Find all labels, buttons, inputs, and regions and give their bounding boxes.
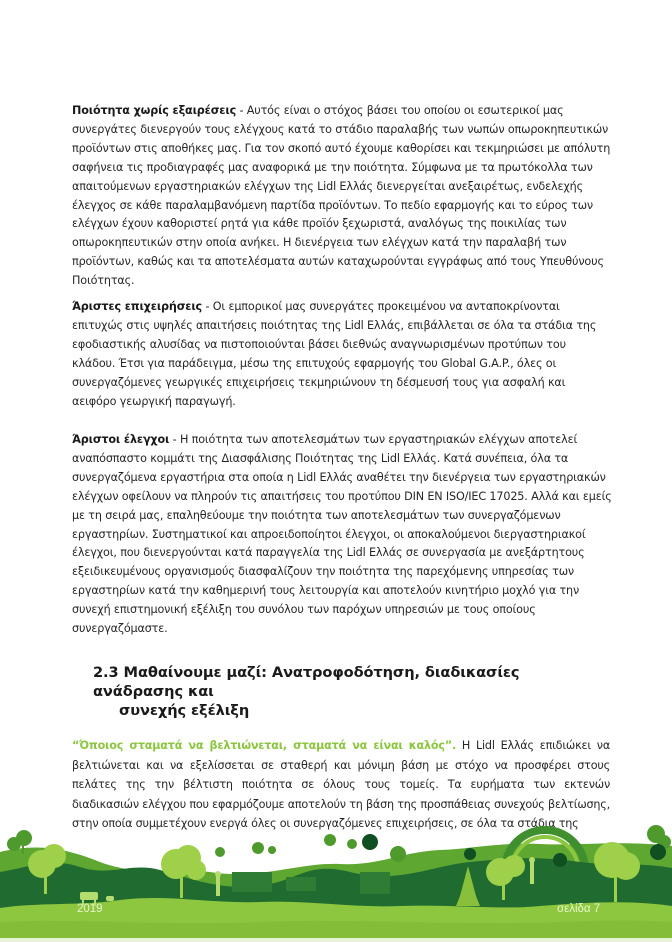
section-heading [93, 663, 613, 720]
paragraph-excellent-businesses [72, 298, 612, 411]
green-landscape-icon [0, 822, 672, 942]
section-number: 2.3 [93, 664, 119, 681]
footer-year: 2019 [77, 903, 103, 915]
paragraph-body: - Αυτός είναι ο στόχος βάσει του οποίου οι εσωτερικοί μας συνεργάτες διενεργούν τους ελέγχους κατά το στάδιο παραλαβής των νωπών οπωροκηπευτικών προϊόντων στις αποθήκες μας. Για τον σκοπό αυτό έχουμε καθορίσει και τεκμηριώσει με απόλυτη σαφήνεια τις προδιαγραφές μας αναφορικά με την ποιότητα. Σύμφωνα με τα πρωτόκολλα των απαιτούμενων εργαστηριακών ελέγχων της Lidl Ελλάς διενεργείται ανεξαιρέτως, ενδελεχής έλεγχος σε κάθε παραλαμβανόμενη παρτίδα προϊόντων. Το πεδίο εφαρμογής και το εύρος των ελέγχων έχουν καθοριστεί ρητά για κάθε προϊόν ξεχωριστά, αναλόγως της ποικιλίας των οπωροκηπευτικών στην οποία ανήκει. Η διενέργεια των ελέγχων κατά την παραλαβή των προϊόντων, καθώς και τα αποτελέσματα αυτών καταχωρούνται εγγράφως από τους Υπευθύνους Ποιότητας. [72, 104, 611, 288]
footer-page-number: σελίδα 7 [557, 903, 601, 915]
paragraph-body: - Οι εμπορικοί μας συνεργάτες προκειμένου να ανταποκρίνονται επιτυχώς στις υψηλές απαιτήσεις ποιότητας της Lidl Ελλάς, επιβάλλεται σε όλα τα στάδια της εφοδιαστικής αλυσίδας να πιστοποιούνται βάσει διεθνώς αναγνωρισμένων προτύπων του κλάδου. Έτσι για παράδειγμα, μέσω της επιτυχούς εφαρμογής του Global G.A.P., όλες οι συνεργαζόμενες γεωργικές επιχειρήσεις τεκμηριώνουν τη δέσμευσή τους για ασφαλή και αειφόρο γεωργική παραγωγή. [72, 300, 597, 408]
paragraph-title: Ποιότητα χωρίς εξαιρέσεις [72, 104, 237, 117]
section-heading-line2: συνεχής εξέλιξη [119, 702, 250, 719]
footer-landscape-banner [0, 822, 672, 942]
section-heading-line1: Μαθαίνουμε μαζί: Ανατροφοδότηση, διαδικασίες ανάδρασης και [93, 664, 520, 700]
paragraph-title: Άριστοι έλεγχοι [72, 433, 170, 446]
paragraph-body: Η Lidl Ελλάς επιδιώκει να βελτιώνεται και να εξελίσσεται σε σταθερή και μόνιμη βάση με στόχο να προσφέρει στους πελάτες της την βέλτιστη ποιότητα σε όλους τους τομείς. Τα ευρήματα των εκτενών διαδικασιών ελέγχου που εφαρμόζουμε αποτελούν τη βάση της προσπάθειας συνεχούς βελτίωσης, στην οποία συμμετέχουν ενεργά όλες οι συνεργαζόμενες επιχειρήσεις, σε όλα τα στάδια της [72, 739, 611, 831]
highlight-quote: “Όποιος σταματά να βελτιώνεται, σταματά να είναι καλός”. [72, 739, 457, 752]
paragraph-body: - Η ποιότητα των αποτελεσμάτων των εργαστηριακών ελέγχων αποτελεί αναπόσπαστο κομμάτι της Διασφάλισης Ποιότητας της Lidl Ελλάς. Κατά συνέπεια, όλα τα συνεργαζόμενα εργαστήρια στα οποία η Lidl Ελλάς αναθέτει την διενέργεια των εργαστηριακών ελέγχων οφείλουν να πληρούν τις απαιτήσεις του προτύπου DIN EN ISO/IEC 17025. Αλλά και εμείς με τη σειρά μας, επαληθεύουμε την ποιότητα των αποτελεσμάτων των συνεργαζόμενων εργαστηρίων. Συστηματικοί και απροειδοποίητοι έλεγχοι, οι αποκαλούμενοι διεργαστηριακοί έλεγχοι, που διενεργούνται κατά παραγγελία της Lidl Ελλάς σε συνεργασία με ανεξάρτητους εξειδικευμένους οργανισμούς διασφαλίζουν την ποιότητα της παρεχόμενης υπηρεσίας των εργαστηρίων κατά την καθημερινή τους λειτουργία και αποτελούν κινητήριο μοχλό για την συνεχή επιστημονική εξέλιξη του συνόλου των παρόχων υπηρεσιών με τους οποίους συνεργαζόμαστε. [72, 433, 612, 636]
paragraph-title: Άριστες επιχειρήσεις [72, 300, 203, 313]
paragraph-continuous-improvement [72, 736, 610, 834]
paragraph-quality-no-exceptions [72, 102, 612, 291]
paragraph-excellent-controls [72, 431, 612, 639]
